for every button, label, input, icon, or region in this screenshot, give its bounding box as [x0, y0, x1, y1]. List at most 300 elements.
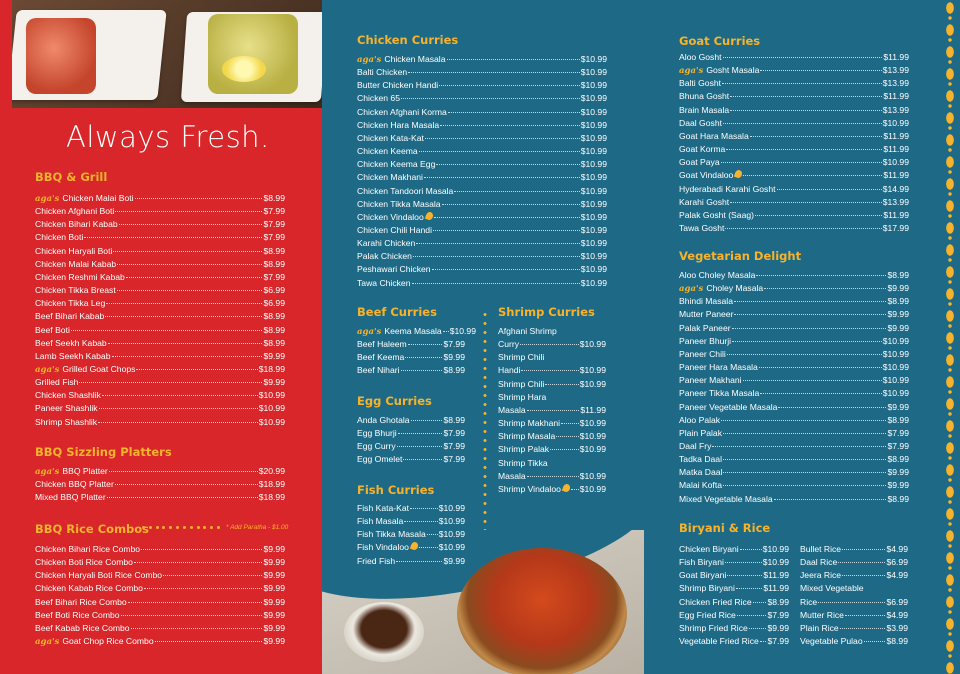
menu-item [800, 543, 908, 556]
menu-item [679, 156, 909, 169]
dot-leader [413, 256, 580, 257]
menu-item [35, 310, 285, 323]
item-price: $9.99 [887, 401, 909, 412]
item-name-text: Beef Seekh Kabab [35, 337, 107, 348]
dot-leader [774, 499, 887, 500]
item-price: $10.99 [580, 132, 607, 143]
menu-item [679, 374, 909, 387]
item-name-text: Shrimp Palak [498, 444, 550, 455]
item-name [357, 185, 453, 198]
item-name [679, 117, 722, 130]
menu-item [498, 417, 606, 430]
item-price: $7.99 [263, 232, 285, 243]
dot-leader [521, 370, 578, 371]
item-name-text: Hyderabadi Karahi Gosht [679, 183, 776, 194]
menu-item [35, 402, 285, 415]
item-name-text: Chicken Keema Egg [357, 159, 436, 170]
dot-leader [550, 449, 579, 450]
dot-leader [401, 370, 443, 371]
dot-leader [121, 615, 263, 616]
item-price: $10.99 [580, 106, 607, 117]
menu-item [357, 250, 607, 263]
menu-item [679, 582, 789, 595]
item-name-text: Egg Omelet [357, 454, 403, 465]
item-name [35, 297, 105, 310]
item-price: $10.99 [258, 416, 285, 427]
dot-leader [818, 602, 885, 603]
menu-item [35, 284, 285, 297]
menu-item [679, 308, 909, 321]
item-price: $6.99 [263, 298, 285, 309]
dot-leader [723, 485, 886, 486]
dot-leader [141, 549, 262, 550]
item-name [35, 218, 118, 231]
item-price: $10.99 [882, 335, 909, 346]
item-price: $6.99 [886, 596, 908, 607]
item-name-text: Daal Gosht [679, 117, 722, 128]
item-name [679, 209, 754, 222]
menu-item [35, 622, 285, 635]
item-name [357, 502, 409, 515]
item-name: Shrimp Hara [498, 391, 547, 402]
aga-badge: aga's [357, 327, 382, 337]
item-price: $18.99 [258, 479, 285, 490]
dot-leader [838, 562, 885, 563]
item-price: $10.99 [882, 375, 909, 386]
aga-badge: aga's [35, 637, 60, 648]
item-name-text: Butter Chicken Handi [357, 80, 439, 91]
item-name [35, 376, 78, 389]
item-price: $7.99 [443, 428, 465, 439]
dot-leader [736, 588, 762, 589]
menu-item [357, 53, 607, 66]
item-name [800, 635, 863, 648]
item-price: $6.99 [886, 557, 908, 568]
item-name [357, 427, 397, 440]
menu-item [679, 104, 909, 117]
vegetarian-title: Vegetarian Delight [679, 249, 802, 263]
dot-leader [109, 471, 258, 472]
item-name-text: Shrimp Fried Rice [679, 622, 748, 633]
item-price: $4.99 [886, 570, 908, 581]
item-name [679, 64, 759, 78]
item-price: $10.99 [579, 339, 606, 350]
dot-leader [759, 367, 882, 368]
item-name [35, 402, 98, 415]
egg_curries-title: Egg Curries [357, 394, 432, 408]
menu-item [498, 338, 606, 351]
item-price: $13.99 [882, 65, 909, 76]
item-name [679, 143, 725, 156]
dot-leader [442, 204, 580, 205]
item-name-text: Palak Chicken [357, 251, 412, 262]
item-name [357, 338, 407, 351]
item-price: $9.99 [263, 544, 285, 554]
item-name-text: Beef Bihari Kabab [35, 311, 105, 322]
menu-item [679, 90, 909, 103]
menu-item [35, 218, 285, 231]
item-price: $14.99 [882, 183, 909, 194]
item-name [35, 465, 108, 479]
item-price: $10.99 [258, 390, 285, 401]
dot-leader [712, 446, 886, 447]
item-name-text: Beef Boti [35, 324, 70, 335]
item-price: $7.99 [263, 206, 285, 217]
aga-badge: aga's [35, 467, 60, 477]
item-name-text: Chicken Afghani Korma [357, 106, 447, 117]
menu-item [679, 493, 909, 506]
item-name-cont: Handi [498, 365, 521, 376]
menu-item [679, 569, 789, 582]
menu-item [357, 338, 465, 351]
item-price: $8.99 [887, 454, 909, 465]
item-name [35, 271, 125, 284]
item-price: $10.99 [438, 529, 465, 540]
dot-leader [520, 344, 579, 345]
item-name-text: Chicken Makhani [357, 172, 423, 183]
item-name-text: Goat Korma [679, 144, 726, 155]
menu-item [679, 596, 789, 609]
item-name [679, 51, 722, 64]
item-price: $8.99 [887, 493, 909, 504]
dot-leader [842, 549, 885, 550]
item-name [679, 453, 722, 466]
item-name [357, 132, 424, 145]
item-name-text: Beef Boti Rice Combo [35, 609, 120, 620]
menu-item [357, 237, 607, 250]
item-name-text: Mixed Vegetable Masala [679, 493, 773, 504]
dot-leader [163, 575, 262, 576]
item-name [35, 284, 116, 297]
item-name-cont: Rice [800, 596, 818, 607]
item-name-text: Chicken Boti Rice Combo [35, 557, 133, 568]
item-name-text: Balti Gosht [679, 78, 722, 89]
item-name-text: Daal Fry [679, 440, 712, 451]
item-name-text: Chicken Tikka Breast [35, 285, 116, 296]
aga-badge: aga's [35, 194, 60, 204]
item-name [35, 363, 135, 377]
item-price: $10.99 [579, 365, 606, 376]
item-name-text: Keema Masala [384, 326, 442, 336]
item-price: $9.99 [263, 583, 285, 594]
item-price: $10.99 [580, 172, 607, 183]
item-price: $4.99 [886, 544, 908, 554]
item-price: $7.99 [443, 454, 465, 465]
menu-item [679, 143, 909, 156]
dot-leader [561, 423, 579, 424]
menu-item [35, 609, 285, 622]
item-name [800, 609, 844, 622]
item-name-text: Goat Biryani [679, 570, 727, 581]
menu-item [357, 414, 465, 427]
item-name [679, 543, 739, 556]
dot-leader [115, 211, 262, 212]
item-name-cont: Masala [498, 404, 526, 415]
menu-item [679, 479, 909, 492]
menu-item [679, 222, 909, 235]
item-name-text: Chicken Reshmi Kabab [35, 271, 125, 282]
menu-item-line1 [498, 325, 606, 338]
dot-leader [842, 575, 885, 576]
dot-leader [404, 521, 437, 522]
item-price: $11.99 [883, 130, 909, 141]
item-price: $11.99 [883, 170, 909, 181]
item-name-text: Vegetable Fried Rice [679, 636, 759, 647]
item-name-text: Paneer Vegetable Masala [679, 401, 778, 412]
item-name-text: Egg Fried Rice [679, 609, 736, 620]
menu-item [35, 569, 285, 582]
dot-leader [398, 433, 443, 434]
item-name-text: Chicken Afghani Boti [35, 206, 115, 217]
menu-item [35, 297, 285, 310]
item-name [357, 66, 407, 79]
item-name-text: Shrimp Chili [498, 378, 545, 389]
item-name [800, 543, 841, 556]
menu-item [679, 209, 909, 222]
item-name [357, 528, 426, 541]
item-name-text: Palak Paneer [679, 322, 731, 333]
dot-leader [725, 228, 881, 229]
menu-item [357, 79, 607, 92]
item-name [35, 258, 116, 271]
item-name-text: Beef Nihari [357, 365, 400, 376]
item-price: $10.99 [438, 503, 465, 513]
item-price: $9.99 [443, 555, 465, 566]
item-name [679, 596, 752, 609]
menu-item [498, 378, 606, 391]
menu-item [679, 427, 909, 440]
item-name-text: Brain Masala [679, 104, 730, 115]
item-name-text: Egg Curry [357, 441, 396, 452]
item-name [679, 374, 742, 387]
item-price: $10.99 [579, 378, 606, 389]
item-price: $10.99 [580, 93, 607, 104]
item-price: $11.99 [883, 144, 909, 155]
menu-item [800, 622, 908, 635]
item-name [679, 308, 733, 321]
item-name [357, 198, 441, 211]
item-name-text: Chicken Malai Kabab [35, 258, 117, 269]
menu-item [679, 609, 789, 622]
item-name [679, 493, 773, 506]
menu-item [357, 171, 607, 184]
menu-item-line1 [498, 351, 606, 364]
item-name-text: Tadka Daal [679, 454, 722, 465]
item-price: $13.99 [882, 196, 909, 207]
item-name-text: BBQ Platter [62, 466, 108, 476]
item-price: $9.99 [263, 377, 285, 388]
dot-leader [119, 224, 263, 225]
dot-leader [434, 217, 580, 218]
item-name-text: Palak Gosht (Saag) [679, 209, 754, 220]
item-name: Shrimp Chili [498, 352, 545, 363]
dot-leader [71, 330, 263, 331]
item-name [35, 310, 104, 323]
dot-leader [750, 136, 883, 137]
menu-item [679, 64, 909, 77]
item-price: $13.99 [882, 104, 909, 115]
item-price: $9.99 [887, 322, 909, 333]
dot-leader [126, 277, 263, 278]
item-name [357, 237, 415, 250]
item-price: $10.99 [580, 264, 607, 275]
menu-item [679, 282, 909, 295]
dot-leader [723, 472, 886, 473]
item-name-text: Chicken Masala [384, 54, 446, 64]
menu-item [35, 337, 285, 350]
menu-item [357, 145, 607, 158]
item-price: $10.99 [882, 362, 909, 373]
item-name-text: Beef Haleem [357, 339, 407, 350]
item-name-text: Chicken Bihari Rice Combo [35, 544, 141, 554]
dot-leader [134, 562, 263, 563]
menu-item-line1 [498, 457, 606, 470]
menu-item [357, 351, 465, 364]
dot-leader [447, 59, 580, 60]
dot-leader [732, 341, 882, 342]
item-name-text: Fish Masala [357, 516, 404, 527]
item-name [800, 622, 839, 635]
item-name [35, 543, 140, 556]
item-name-text: Mutter Paneer [679, 309, 734, 320]
item-price: $11.99 [763, 570, 789, 581]
item-name [679, 466, 722, 479]
item-name-text: Mixed BBQ Platter [35, 492, 106, 503]
dot-leader [723, 459, 886, 460]
item-name-text: Malai Kofta [679, 480, 722, 491]
dot-leader [755, 215, 882, 216]
menu-item [35, 465, 285, 478]
menu-item [800, 596, 908, 609]
item-price: $7.99 [767, 636, 789, 647]
item-name-text: Paneer Chili [679, 348, 726, 359]
item-name-text: Vegetable Pulao [800, 636, 863, 647]
item-name [357, 325, 442, 339]
item-name-text: Fried Fish [357, 555, 396, 566]
item-price: $9.99 [443, 352, 465, 363]
menu-item [679, 556, 789, 569]
item-price: $10.99 [882, 388, 909, 399]
item-name [679, 622, 748, 635]
item-price: $10.99 [579, 444, 606, 455]
item-name-text: Goat Paya [679, 157, 720, 168]
item-price: $10.99 [882, 117, 909, 128]
item-price: $11.99 [763, 583, 789, 594]
chili-icon [425, 211, 434, 221]
menu-item [35, 478, 285, 491]
dot-leader [556, 436, 578, 437]
item-name-cont: Curry [498, 339, 520, 350]
decorative-pattern [940, 0, 960, 674]
menu-item [357, 453, 465, 466]
dot-leader [419, 547, 438, 548]
item-name [357, 119, 439, 132]
menu-item [679, 401, 909, 414]
item-name-text: Chicken Chili Handi [357, 224, 432, 235]
goat_curries-title: Goat Curries [679, 34, 761, 48]
dot-leader [412, 283, 580, 284]
item-name [498, 443, 549, 456]
item-name-text: Chicken Fried Rice [679, 596, 752, 607]
dot-leader [410, 508, 438, 509]
item-price: $17.99 [882, 222, 909, 233]
item-price: $8.99 [767, 596, 789, 607]
item-name-text: Chicken Haryali Boti Rice Combo [35, 570, 163, 581]
item-price: $8.99 [263, 337, 285, 348]
item-name-text: Lamb Seekh Kabab [35, 350, 111, 361]
item-name [357, 79, 438, 92]
item-name [679, 196, 729, 209]
item-price: $13.99 [882, 78, 909, 89]
menu-item [357, 427, 465, 440]
item-name [357, 106, 447, 119]
menu-item [679, 622, 789, 635]
item-name [357, 250, 412, 263]
item-name-text: Aloo Gosht [679, 52, 722, 62]
dot-leader [840, 628, 886, 629]
item-name-text: Balti Chicken [357, 67, 408, 78]
item-price: $9.99 [263, 622, 285, 633]
dot-leader [155, 641, 263, 642]
menu-item [679, 348, 909, 361]
item-name-text: Fish Vindaloo [357, 542, 409, 553]
item-name [357, 453, 402, 466]
dot-leader [411, 420, 443, 421]
dot-leader [108, 343, 263, 344]
menu-item [679, 543, 789, 556]
item-price: $11.99 [883, 209, 909, 220]
menu-item [498, 430, 606, 443]
dot-leader [408, 344, 443, 345]
dot-leader [753, 602, 767, 603]
item-price: $10.99 [580, 277, 607, 288]
item-price: $9.99 [263, 596, 285, 607]
menu-item [800, 556, 908, 569]
item-name [357, 414, 410, 427]
item-price: $7.99 [443, 441, 465, 452]
item-name [35, 582, 143, 595]
dot-leader [439, 85, 579, 86]
dot-leader [734, 301, 887, 302]
menu-item [679, 335, 909, 348]
item-price: $9.99 [263, 350, 285, 361]
item-name [679, 479, 722, 492]
menu-item [35, 543, 285, 556]
menu-item [35, 350, 285, 363]
item-name-text: Chicken Boti [35, 232, 84, 243]
dot-leader [845, 615, 886, 616]
item-name-text: Goat Hara Masala [679, 130, 749, 141]
dot-leader [571, 489, 579, 490]
item-price: $7.99 [767, 609, 789, 620]
item-name-text: Aloo Choley Masala [679, 270, 756, 280]
dot-leader [424, 177, 580, 178]
menu-item [357, 277, 607, 290]
dot-leader [545, 384, 578, 385]
menu-item [35, 389, 285, 402]
item-name [679, 77, 721, 90]
item-name [679, 90, 729, 103]
item-name-text: Bhindi Masala [679, 296, 733, 307]
dot-leader [112, 356, 263, 357]
item-name [357, 171, 423, 184]
item-price: $10.99 [580, 80, 607, 91]
item-name-text: Chicken Biryani [679, 544, 739, 554]
menu-item [357, 364, 465, 377]
item-name-text: Chicken Vindaloo [357, 211, 424, 222]
item-name [35, 416, 97, 429]
item-name [679, 582, 735, 595]
